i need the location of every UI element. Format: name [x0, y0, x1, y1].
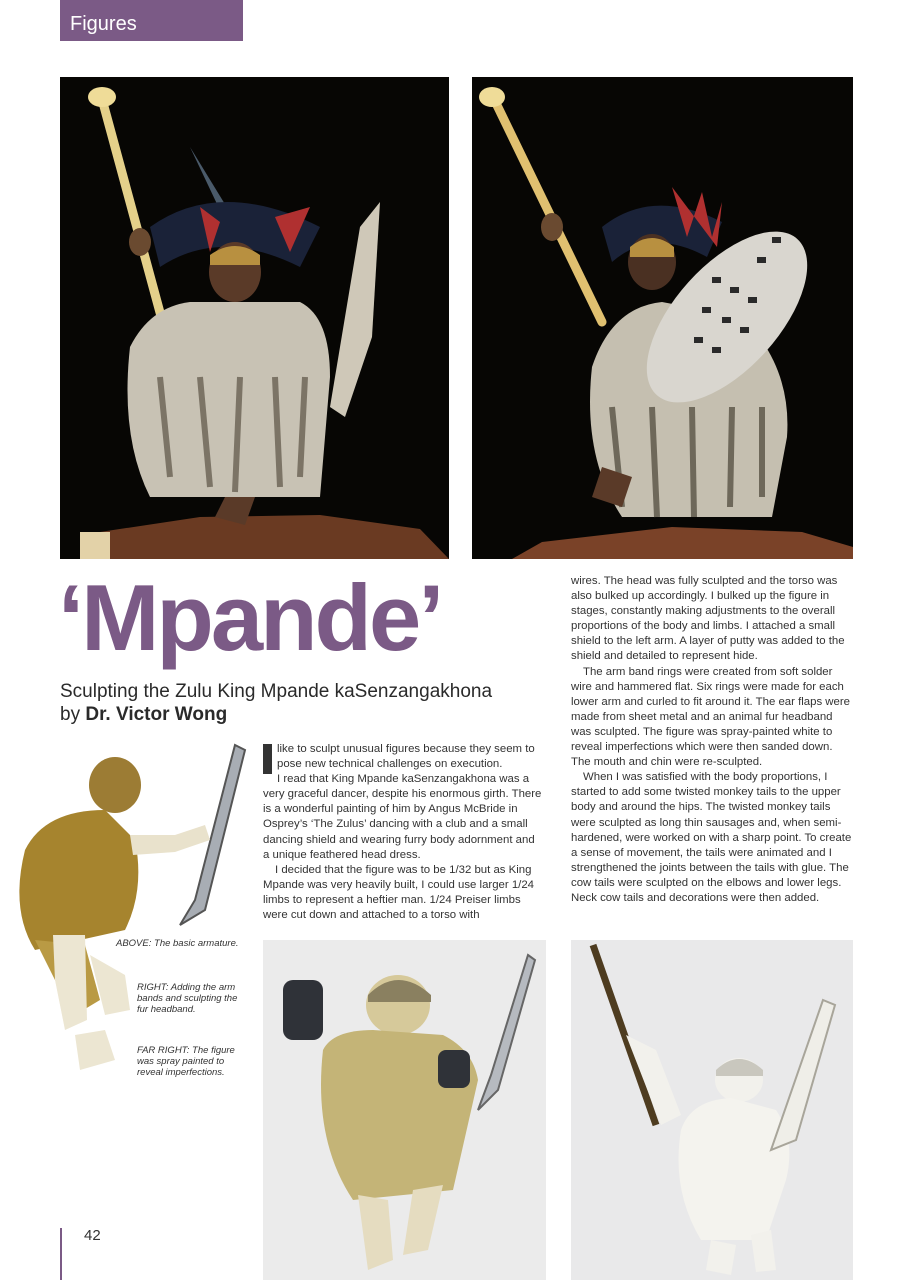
section-tab	[60, 0, 243, 41]
author-name: Dr. Victor Wong	[85, 704, 228, 725]
spray-painted-image	[571, 940, 853, 1280]
page-number-rule	[60, 1228, 62, 1280]
armature-photo	[5, 740, 250, 1080]
page-number: 42	[84, 1227, 101, 1244]
armature-image	[5, 740, 250, 1080]
body-paragraph-2: I read that King Mpande kaSenzangakhona was a very graceful dancer, despite his enormous girth. There is a wonderful painting of him by Angus McBride in Osprey’s ‘The Zulus’ dancing with a club and a small dancing shield and wearing furry body adornment and a unique feathered head dress.	[263, 773, 542, 861]
body-paragraph-1: like to sculpt unusual figures because they seem to pose new technical challenges on execution.	[277, 743, 535, 771]
caption-right: RIGHT: Adding the arm bands and sculpting the fur headband.	[137, 982, 238, 1015]
drop-cap	[263, 744, 272, 774]
caption-far-right: FAR RIGHT: The figure was spray painted to reveal imperfections.	[137, 1045, 235, 1078]
article-body-left-column	[263, 742, 543, 923]
arm-bands-photo	[263, 940, 546, 1280]
painted-figure-photo-shield	[472, 77, 853, 559]
body-paragraph-3: I decided that the figure was to be 1/32 but as King Mpande was very heavily built, I could use larger 1/24 limbs to represent a heftier man. 1/24 Preiser limbs were cut down and attached to a torso with	[263, 863, 534, 922]
body-paragraph-1-wrap	[263, 742, 543, 772]
article-body-right-column	[571, 574, 853, 906]
painted-figure-photo-front	[60, 77, 449, 559]
section-label: Figures	[70, 13, 137, 35]
byline-prefix: by	[60, 704, 86, 725]
body-paragraph-6: When I was satisfied with the body proportions, I started to add some twisted monkey tails to the upper body and around the hips. The twisted monkey tails were sculpted as long thin sausages and, when semi-hardened, were worked on with a sharp point. To create a sense of movement, the tails were animated and I strengthened the joints between the tails with glue. The cow tails were sculpted on the elbows and lower legs. Neck cow tails and decorations were then added.	[571, 771, 852, 904]
article-subtitle	[60, 680, 540, 726]
arm-bands-image	[263, 940, 546, 1280]
painted-figure-front-image	[60, 77, 449, 559]
article-title: ‘Mpande’	[58, 565, 442, 670]
body-paragraph-5: The arm band rings were created from soft solder wire and hammered flat. Six rings were made for each lower arm and curled to fit around it. The ear flaps were made from sheet metal and an animal fur headband was sculpted. The figure was spray-painted white to reveal imperfections which were then sanded down. The mouth and chin were re-sculpted.	[571, 665, 850, 769]
subtitle-line: Sculpting the Zulu King Mpande kaSenzangakhona	[60, 681, 493, 702]
painted-figure-shield-image	[472, 77, 853, 559]
spray-painted-photo	[571, 940, 853, 1280]
caption-above: ABOVE: The basic armature.	[116, 938, 239, 949]
body-paragraph-4: wires. The head was fully sculpted and the torso was also bulked up accordingly. I bulked up the figure in stages, constantly making adjustments to the overall proportions of the body and limbs. I attached a small shield to the left arm. A layer of putty was added to the shield and detailed to represent hide.	[571, 575, 845, 663]
